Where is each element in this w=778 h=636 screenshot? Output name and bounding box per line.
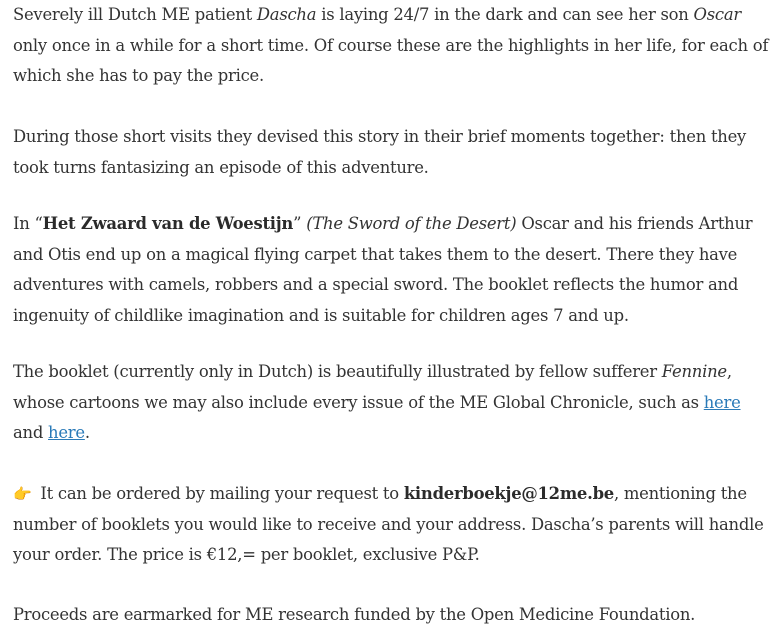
paragraph-ordering xyxy=(13,479,773,571)
text: Severely ill Dutch ME patient xyxy=(13,5,257,24)
text: . xyxy=(84,423,90,442)
text: is laying 24/7 in the dark and can see her son xyxy=(316,5,694,24)
text: During those short visits they devised this story in their brief moments together: then they took turns fantasizing an episode of this adventure. xyxy=(13,127,747,177)
text: , mentioning the number of booklets you would like to receive and your address. Dascha’s parents will handle your order. The price is €12,= per booklet, exclusive P&P. xyxy=(13,484,764,564)
name-oscar: Oscar xyxy=(693,5,741,24)
text: Proceeds are earmarked for ME research funded by the Open Medicine Foundation. xyxy=(13,605,696,624)
paragraph-booklet-summary xyxy=(13,209,773,331)
text: The booklet (currently only in Dutch) is beautifully illustrated by fellow sufferer xyxy=(13,362,662,381)
here-link-2[interactable]: here xyxy=(48,423,85,442)
paragraph-proceeds xyxy=(13,600,773,631)
paragraph-story-origin xyxy=(13,122,773,183)
text: Oscar and his friends Arthur and Otis end up on a magical flying carpet that takes them to the desert. There they have adventures with camels, robbers and a special sword. The booklet reflects the humor and ingenuity of childlike imagination and is suitable for children ages 7 and up. xyxy=(13,214,753,325)
name-fennine: Fennine xyxy=(661,362,727,381)
booklet-title-dutch: Het Zwaard van de Woestijn xyxy=(42,214,294,233)
order-email: kinderboekje@12me.be xyxy=(403,484,614,503)
pointing-hand-icon: 👉 xyxy=(13,485,32,503)
name-dascha: Dascha xyxy=(256,5,317,24)
text: and xyxy=(13,423,49,442)
text: ” xyxy=(293,214,307,233)
booklet-title-english: (The Sword of the Desert) xyxy=(306,214,517,233)
text: , whose cartoons we may also include every issue of the ME Global Chronicle, such as xyxy=(13,362,732,412)
here-link-1[interactable]: here xyxy=(703,392,741,412)
paragraph-illustrations xyxy=(13,357,773,449)
paragraph-intro xyxy=(13,0,773,92)
text: In “ xyxy=(13,214,43,233)
text: It can be ordered by mailing your request to xyxy=(35,484,404,503)
text: only once in a while for a short time. Of course these are the highlights in her life, for each of which she has to pay the price. xyxy=(13,35,769,85)
